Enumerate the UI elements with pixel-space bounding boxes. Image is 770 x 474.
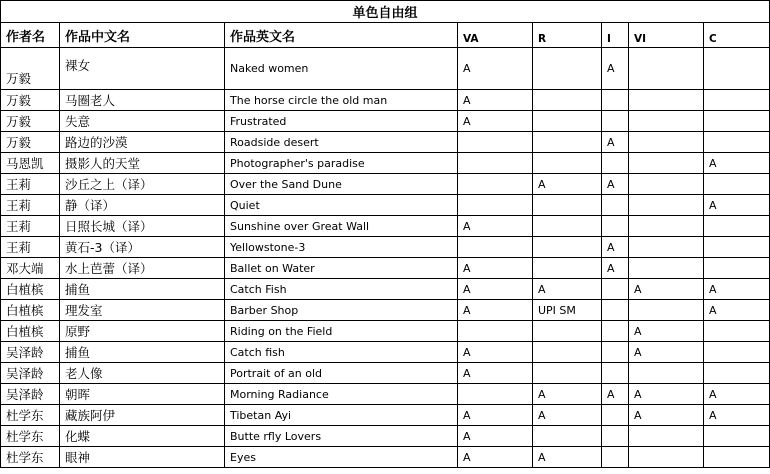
c-cell: A [704,405,770,426]
table-row [1,363,770,384]
c-cell [704,258,770,279]
i-cell [602,300,629,321]
table-title: 单色自由组 [1,1,770,23]
author-cell: 马恩凯 [1,153,60,174]
c-cell: A [704,153,770,174]
chinese-title-cell: 裸女 [60,48,225,90]
table-row [1,195,770,216]
i-cell [602,447,629,468]
vi-cell [629,216,704,237]
i-cell: A [602,174,629,195]
chinese-title-cell: 沙丘之上（译） [60,174,225,195]
chinese-title-cell: 捕鱼 [60,342,225,363]
va-cell: A [458,48,533,90]
header-r: R [533,23,602,48]
header-row [1,23,770,48]
vi-cell [629,153,704,174]
c-cell [704,132,770,153]
vi-cell [629,237,704,258]
vi-cell [629,174,704,195]
i-cell: A [602,258,629,279]
vi-cell [629,195,704,216]
i-cell: A [602,237,629,258]
english-title-cell: Yellowstone-3 [225,237,458,258]
i-cell [602,426,629,447]
va-cell [458,153,533,174]
author-cell: 杜学东 [1,447,60,468]
header-vi: VI [629,23,704,48]
r-cell: A [533,384,602,405]
r-cell [533,363,602,384]
i-cell [602,405,629,426]
r-cell [533,132,602,153]
c-cell [704,342,770,363]
va-cell [458,174,533,195]
chinese-title-cell: 朝晖 [60,384,225,405]
i-cell: A [602,48,629,90]
i-cell: A [602,132,629,153]
table-row [1,216,770,237]
c-cell [704,363,770,384]
i-cell [602,321,629,342]
author-cell: 杜学东 [1,426,60,447]
r-cell [533,342,602,363]
table-row [1,321,770,342]
author-cell: 王莉 [1,237,60,258]
chinese-title-cell: 藏族阿伊 [60,405,225,426]
va-cell: A [458,216,533,237]
r-cell [533,111,602,132]
i-cell [602,279,629,300]
vi-cell [629,48,704,90]
header-chinese-title: 作品中文名 [60,23,225,48]
english-title-cell: Naked women [225,48,458,90]
c-cell [704,426,770,447]
chinese-title-cell: 路边的沙漠 [60,132,225,153]
chinese-title-cell: 化蝶 [60,426,225,447]
va-cell: A [458,111,533,132]
chinese-title-cell: 摄影人的天堂 [60,153,225,174]
vi-cell [629,447,704,468]
table-row [1,153,770,174]
c-cell [704,90,770,111]
chinese-title-cell: 老人像 [60,363,225,384]
r-cell [533,321,602,342]
vi-cell [629,258,704,279]
i-cell [602,90,629,111]
english-title-cell: Frustrated [225,111,458,132]
vi-cell [629,90,704,111]
i-cell [602,216,629,237]
table-row [1,111,770,132]
i-cell: A [602,384,629,405]
author-cell: 万毅 [1,132,60,153]
vi-cell: A [629,405,704,426]
vi-cell: A [629,384,704,405]
table-row [1,174,770,195]
c-cell: A [704,300,770,321]
table-row [1,426,770,447]
chinese-title-cell: 理发室 [60,300,225,321]
author-cell: 吴泽龄 [1,363,60,384]
r-cell [533,237,602,258]
author-cell: 王莉 [1,174,60,195]
chinese-title-cell: 原野 [60,321,225,342]
table-body [1,48,770,468]
author-cell: 白植槟 [1,279,60,300]
chinese-title-cell: 马圈老人 [60,90,225,111]
header-author: 作者名 [1,23,60,48]
r-cell [533,153,602,174]
author-cell: 万毅 [1,48,60,90]
vi-cell [629,426,704,447]
va-cell: A [458,405,533,426]
author-cell: 王莉 [1,216,60,237]
i-cell [602,111,629,132]
r-cell: A [533,447,602,468]
chinese-title-cell: 捕鱼 [60,279,225,300]
va-cell: A [458,300,533,321]
c-cell [704,321,770,342]
chinese-title-cell: 日照长城（译） [60,216,225,237]
va-cell: A [458,447,533,468]
table-row [1,405,770,426]
english-title-cell: Ballet on Water [225,258,458,279]
table-row [1,300,770,321]
va-cell: A [458,90,533,111]
english-title-cell: Eyes [225,447,458,468]
table-row [1,384,770,405]
va-cell: A [458,342,533,363]
english-title-cell: Quiet [225,195,458,216]
r-cell [533,90,602,111]
r-cell: A [533,405,602,426]
english-title-cell: Butte rfly Lovers [225,426,458,447]
vi-cell [629,300,704,321]
va-cell [458,195,533,216]
i-cell [602,342,629,363]
english-title-cell: Catch fish [225,342,458,363]
r-cell [533,48,602,90]
english-title-cell: Catch Fish [225,279,458,300]
english-title-cell: Photographer's paradise [225,153,458,174]
r-cell: A [533,279,602,300]
table-row [1,90,770,111]
table-row [1,237,770,258]
c-cell [704,237,770,258]
r-cell [533,426,602,447]
author-cell: 万毅 [1,90,60,111]
va-cell: A [458,258,533,279]
table-row [1,48,770,90]
c-cell [704,216,770,237]
header-c: C [704,23,770,48]
english-title-cell: Portrait of an old [225,363,458,384]
title-row [1,1,770,23]
header-va: VA [458,23,533,48]
table-row [1,258,770,279]
i-cell [602,195,629,216]
r-cell [533,195,602,216]
c-cell: A [704,384,770,405]
english-title-cell: Riding on the Field [225,321,458,342]
r-cell: UPI SM [533,300,602,321]
chinese-title-cell: 静（译） [60,195,225,216]
va-cell [458,132,533,153]
vi-cell: A [629,342,704,363]
c-cell [704,111,770,132]
english-title-cell: Barber Shop [225,300,458,321]
chinese-title-cell: 失意 [60,111,225,132]
i-cell [602,363,629,384]
table-row [1,279,770,300]
vi-cell [629,132,704,153]
table-row [1,132,770,153]
author-cell: 吴泽龄 [1,342,60,363]
header-english-title: 作品英文名 [225,23,458,48]
r-cell [533,216,602,237]
vi-cell: A [629,321,704,342]
english-title-cell: Over the Sand Dune [225,174,458,195]
header-i: I [602,23,629,48]
r-cell [533,258,602,279]
vi-cell: A [629,279,704,300]
english-title-cell: The horse circle the old man [225,90,458,111]
chinese-title-cell: 眼神 [60,447,225,468]
c-cell [704,174,770,195]
chinese-title-cell: 水上芭蕾（译） [60,258,225,279]
c-cell [704,48,770,90]
english-title-cell: Morning Radiance [225,384,458,405]
table-row [1,342,770,363]
chinese-title-cell: 黄石-3（译） [60,237,225,258]
english-title-cell: Roadside desert [225,132,458,153]
va-cell: A [458,363,533,384]
english-title-cell: Tibetan Ayi [225,405,458,426]
english-title-cell: Sunshine over Great Wall [225,216,458,237]
author-cell: 吴泽龄 [1,384,60,405]
va-cell: A [458,426,533,447]
vi-cell [629,363,704,384]
va-cell [458,384,533,405]
author-cell: 王莉 [1,195,60,216]
va-cell [458,321,533,342]
c-cell [704,447,770,468]
c-cell: A [704,195,770,216]
author-cell: 万毅 [1,111,60,132]
i-cell [602,153,629,174]
va-cell [458,237,533,258]
va-cell: A [458,279,533,300]
author-cell: 白植槟 [1,321,60,342]
author-cell: 杜学东 [1,405,60,426]
author-cell: 邓大端 [1,258,60,279]
r-cell: A [533,174,602,195]
c-cell: A [704,279,770,300]
table-row [1,447,770,468]
vi-cell [629,111,704,132]
author-cell: 白植槟 [1,300,60,321]
